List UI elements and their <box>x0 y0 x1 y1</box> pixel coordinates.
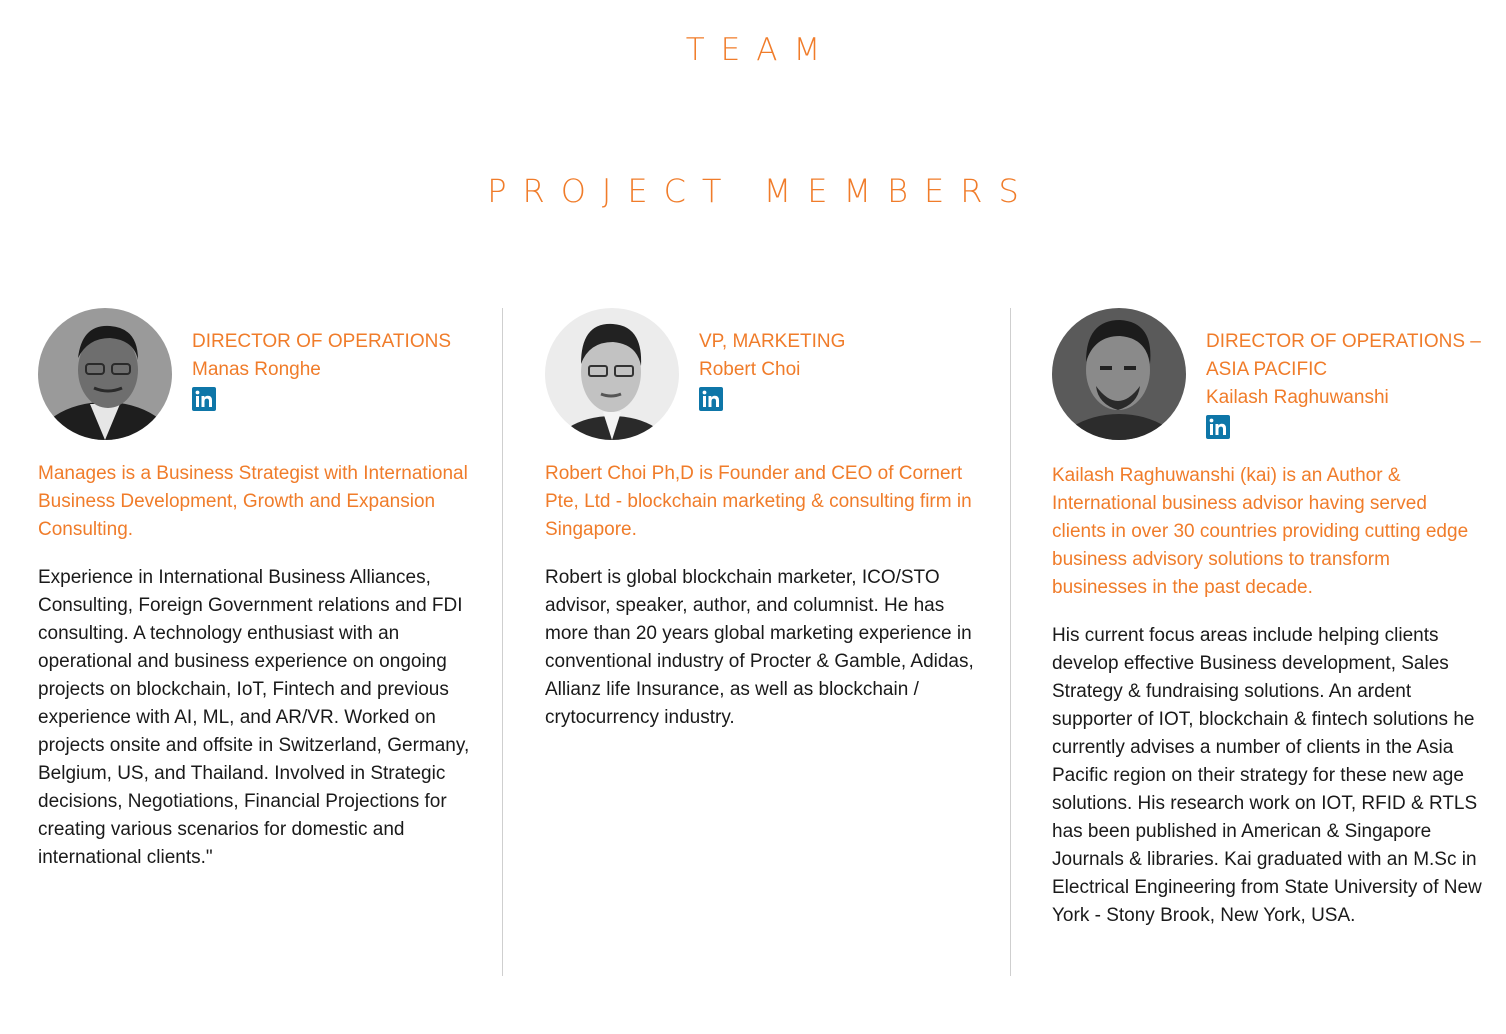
member-bio: Experience in International Business Alliances, Consulting, Foreign Government relations and FDI consulting. A technology enthusiast with an operational and business experience on ongoing projects on blockchain, IoT, Fintech and previous experience with AI, ML, and AR/VR. Worked on projects onsite and offsite in Switzerland, Germany, Belgium, US, and Thailand. Involved in Strategic decisions, Negotiations, Financial Projections for creating various scenarios for domestic and international clients." <box>38 567 470 868</box>
member-card-kailash-raghuwanshi <box>1052 308 1482 930</box>
member-photo <box>1052 308 1186 440</box>
team-heading: TEAM <box>685 32 837 68</box>
linkedin-icon[interactable] <box>699 387 723 411</box>
member-photo <box>38 308 172 440</box>
column-divider <box>1010 308 1011 976</box>
member-name: Robert Choi <box>699 359 801 380</box>
member-title: DIRECTOR OF OPERATIONS <box>192 331 451 352</box>
member-title: DIRECTOR OF OPERATIONS – ASIA PACIFIC <box>1206 331 1481 380</box>
column-divider <box>502 308 503 976</box>
project-members-heading: PROJECT MEMBERS <box>487 172 1035 210</box>
member-intro: Manages is a Business Strategist with International Business Development, Growth and Expansion Consulting. <box>38 463 468 540</box>
member-name: Kailash Raghuwanshi <box>1206 387 1389 408</box>
member-title: VP, MARKETING <box>699 331 846 352</box>
linkedin-icon[interactable] <box>1206 415 1230 439</box>
member-photo <box>545 308 679 440</box>
linkedin-icon[interactable] <box>192 387 216 411</box>
member-card-robert-choi <box>545 308 977 732</box>
member-bio: Robert is global blockchain marketer, ICO/STO advisor, speaker, author, and columnist. He has more than 20 years global marketing experience in conventional industry of Procter & Gamble, Adidas, Allianz life Insurance, as well as blockchain / crytocurrency industry. <box>545 567 974 728</box>
member-intro: Robert Choi Ph,D is Founder and CEO of Cornert Pte, Ltd - blockchain marketing & consulting firm in Singapore. <box>545 463 972 540</box>
member-intro: Kailash Raghuwanshi (kai) is an Author & International business advisor having served clients in over 30 countries providing cutting edge business advisory solutions to transform businesses in the past decade. <box>1052 465 1469 598</box>
member-name: Manas Ronghe <box>192 359 321 380</box>
member-card-manas-ronghe <box>38 308 470 872</box>
member-bio: His current focus areas include helping clients develop effective Business development, Sales Strategy & fundraising solutions. An ardent supporter of IOT, blockchain & fintech solutions he currently advises a number of clients in the Asia Pacific region on their strategy for these new age solutions. His research work on IOT, RFID & RTLS has been published in American & Singapore Journals & libraries. Kai graduated with an M.Sc in Electrical Engineering from State University of New York - Stony Brook, New York, USA. <box>1052 625 1482 926</box>
